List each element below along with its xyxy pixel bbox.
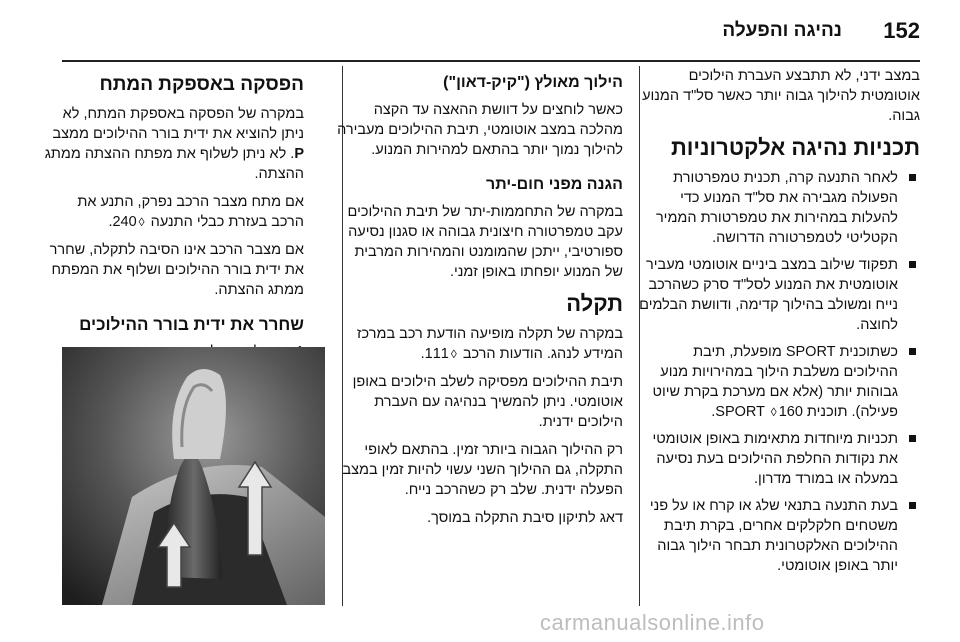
- watermark: carmanualsonline.info: [540, 610, 765, 635]
- bullet-square-icon: [909, 174, 916, 181]
- fault-text-4: דאג לתיקון סיבת התקלה במוסך.: [427, 510, 623, 526]
- section-heading-release-lever: שחרר את ידית בורר ההילוכים: [79, 315, 304, 334]
- battery-text: אם מתח מצבר הרכב נפרק, התנע את הרכב בעזרת כבלי התנעה ◊240.: [77, 194, 304, 230]
- overheat-text: במקרה של התחממות-יתר של תיבת ההילוכים עקב טמפרטורה חיצונית גבוהה או סגנון נסיעה ספורטיבי, ייתכן שהמומנט והמהירות המרבית של המנוע יופחתו באופן זמני.: [347, 204, 623, 280]
- bullet-square-icon: [909, 435, 916, 442]
- kickdown-text: כאשר לוחצים על דוושת ההאצה עד הקצה מהלכה במצב אוטומטי, תיבת ההילוכים מעבירה להילוך נמוך יותר בהתאם למהירות המנוע.: [337, 102, 623, 158]
- list-item: כשתוכנית SPORT מופעלת, תיבת ההילוכים משלבת הילוך במהירויות מנוע גבוהות יותר (אלא אם מערכת בקרת שיוט פעילה). תוכנית SPORT ◊ 160.: [638, 342, 920, 422]
- section-heading-fault: תקלה: [566, 291, 623, 316]
- page-ref[interactable]: 111: [424, 346, 449, 362]
- page-ref-icon: ◊: [450, 347, 457, 361]
- manual-mode-note: במצב ידני, לא תתבצע העברת הילוכים אוטומטית להילוך גבוה יותר כאשר סל"ד המנוע גבוה.: [642, 68, 920, 124]
- page-header: [0, 0, 960, 62]
- section-heading-kickdown: הילוך מאולץ ("קיק-דאון"): [443, 74, 623, 91]
- fault-text-3: רק ההילוך הגבוה ביותר זמין. בהתאם לאופי התקלה, גם ההילוך השני עשוי להיות זמין במצב הפעלה ידנית. שלב רק כשהרכב נייח.: [342, 442, 623, 498]
- bullet-square-icon: [909, 348, 916, 355]
- bullet-square-icon: [909, 502, 916, 509]
- list-item: תפקוד שילוב במצב ביניים אוטומטי מעביר אוטומטית את המנוע לסל"ד סרק כשהרכב נייח ומשולב בהילוך קדימה, ודוושת הבלמים לחוצה.: [638, 255, 920, 335]
- running-title: נהיגה והפעלה: [722, 20, 842, 41]
- column-middle: [333, 66, 623, 536]
- section-heading-power-failure: הפסקה באספקת המתח: [99, 74, 304, 95]
- list-item: לאחר התנעה קרה, תכנית טמפרטורת הפעולה מגבירה את סל"ד המנוע כדי להעלות במהירות את טמפרטורת הממיר הקטליטי לטמפרטורה הדרושה.: [638, 168, 920, 248]
- list-item: בעת התנעה בתנאי שלג או קרח או על פני משטחים חלקלקים אחרים, בקרת תיבת ההילוכים האלקטרונית תבחר הילוך גבוה יותר באופן אוטומטי.: [638, 496, 920, 576]
- gear-lever-illustration: [62, 347, 325, 605]
- fault-text-2: תיבת ההילוכים מפסיקה לשלב הילוכים באופן אוטומטי. ניתן להמשיך בנהיגה עם העברת הילוכים ידנית.: [352, 374, 623, 430]
- page-ref-icon: ◊: [138, 215, 145, 229]
- page-ref[interactable]: 160: [778, 404, 803, 420]
- power-failure-text: במקרה של הפסקה באספקת המתח, לא ניתן להוציא את ידית בורר ההילוכים ממצב P. לא ניתן לשלוף את מפתח ההצתה ממתג ההצתה.: [44, 106, 304, 182]
- header-rule: [62, 60, 920, 62]
- page-ref-icon: ◊: [770, 405, 777, 419]
- column-left: [42, 66, 304, 362]
- program-list: [638, 168, 920, 576]
- bullet-square-icon: [909, 261, 916, 268]
- release-text: אם מצבר הרכב אינו הסיבה לתקלה, שחרר את ידית בורר ההילוכים ושלוף את המפתח ממתג ההצתה.: [49, 242, 304, 298]
- gear-lever-photo: [62, 347, 325, 605]
- page-ref[interactable]: 240: [112, 214, 137, 230]
- fault-text-1: במקרה של תקלה מופיעה הודעת רכב במרכז המידע לנהג. הודעות הרכב ◊111.: [356, 326, 623, 362]
- page-number: 152: [883, 18, 920, 43]
- column-right: [638, 66, 920, 583]
- list-item: תכניות מיוחדות מתאימות באופן אוטומטי את נקודות החלפת ההילוכים בעת נסיעה במעלה או במורד מדרון.: [638, 429, 920, 489]
- section-heading-overheat: הגנה מפני חום-יתר: [486, 176, 623, 193]
- section-heading-electronic-programs: תכניות נהיגה אלקטרוניות: [670, 135, 920, 160]
